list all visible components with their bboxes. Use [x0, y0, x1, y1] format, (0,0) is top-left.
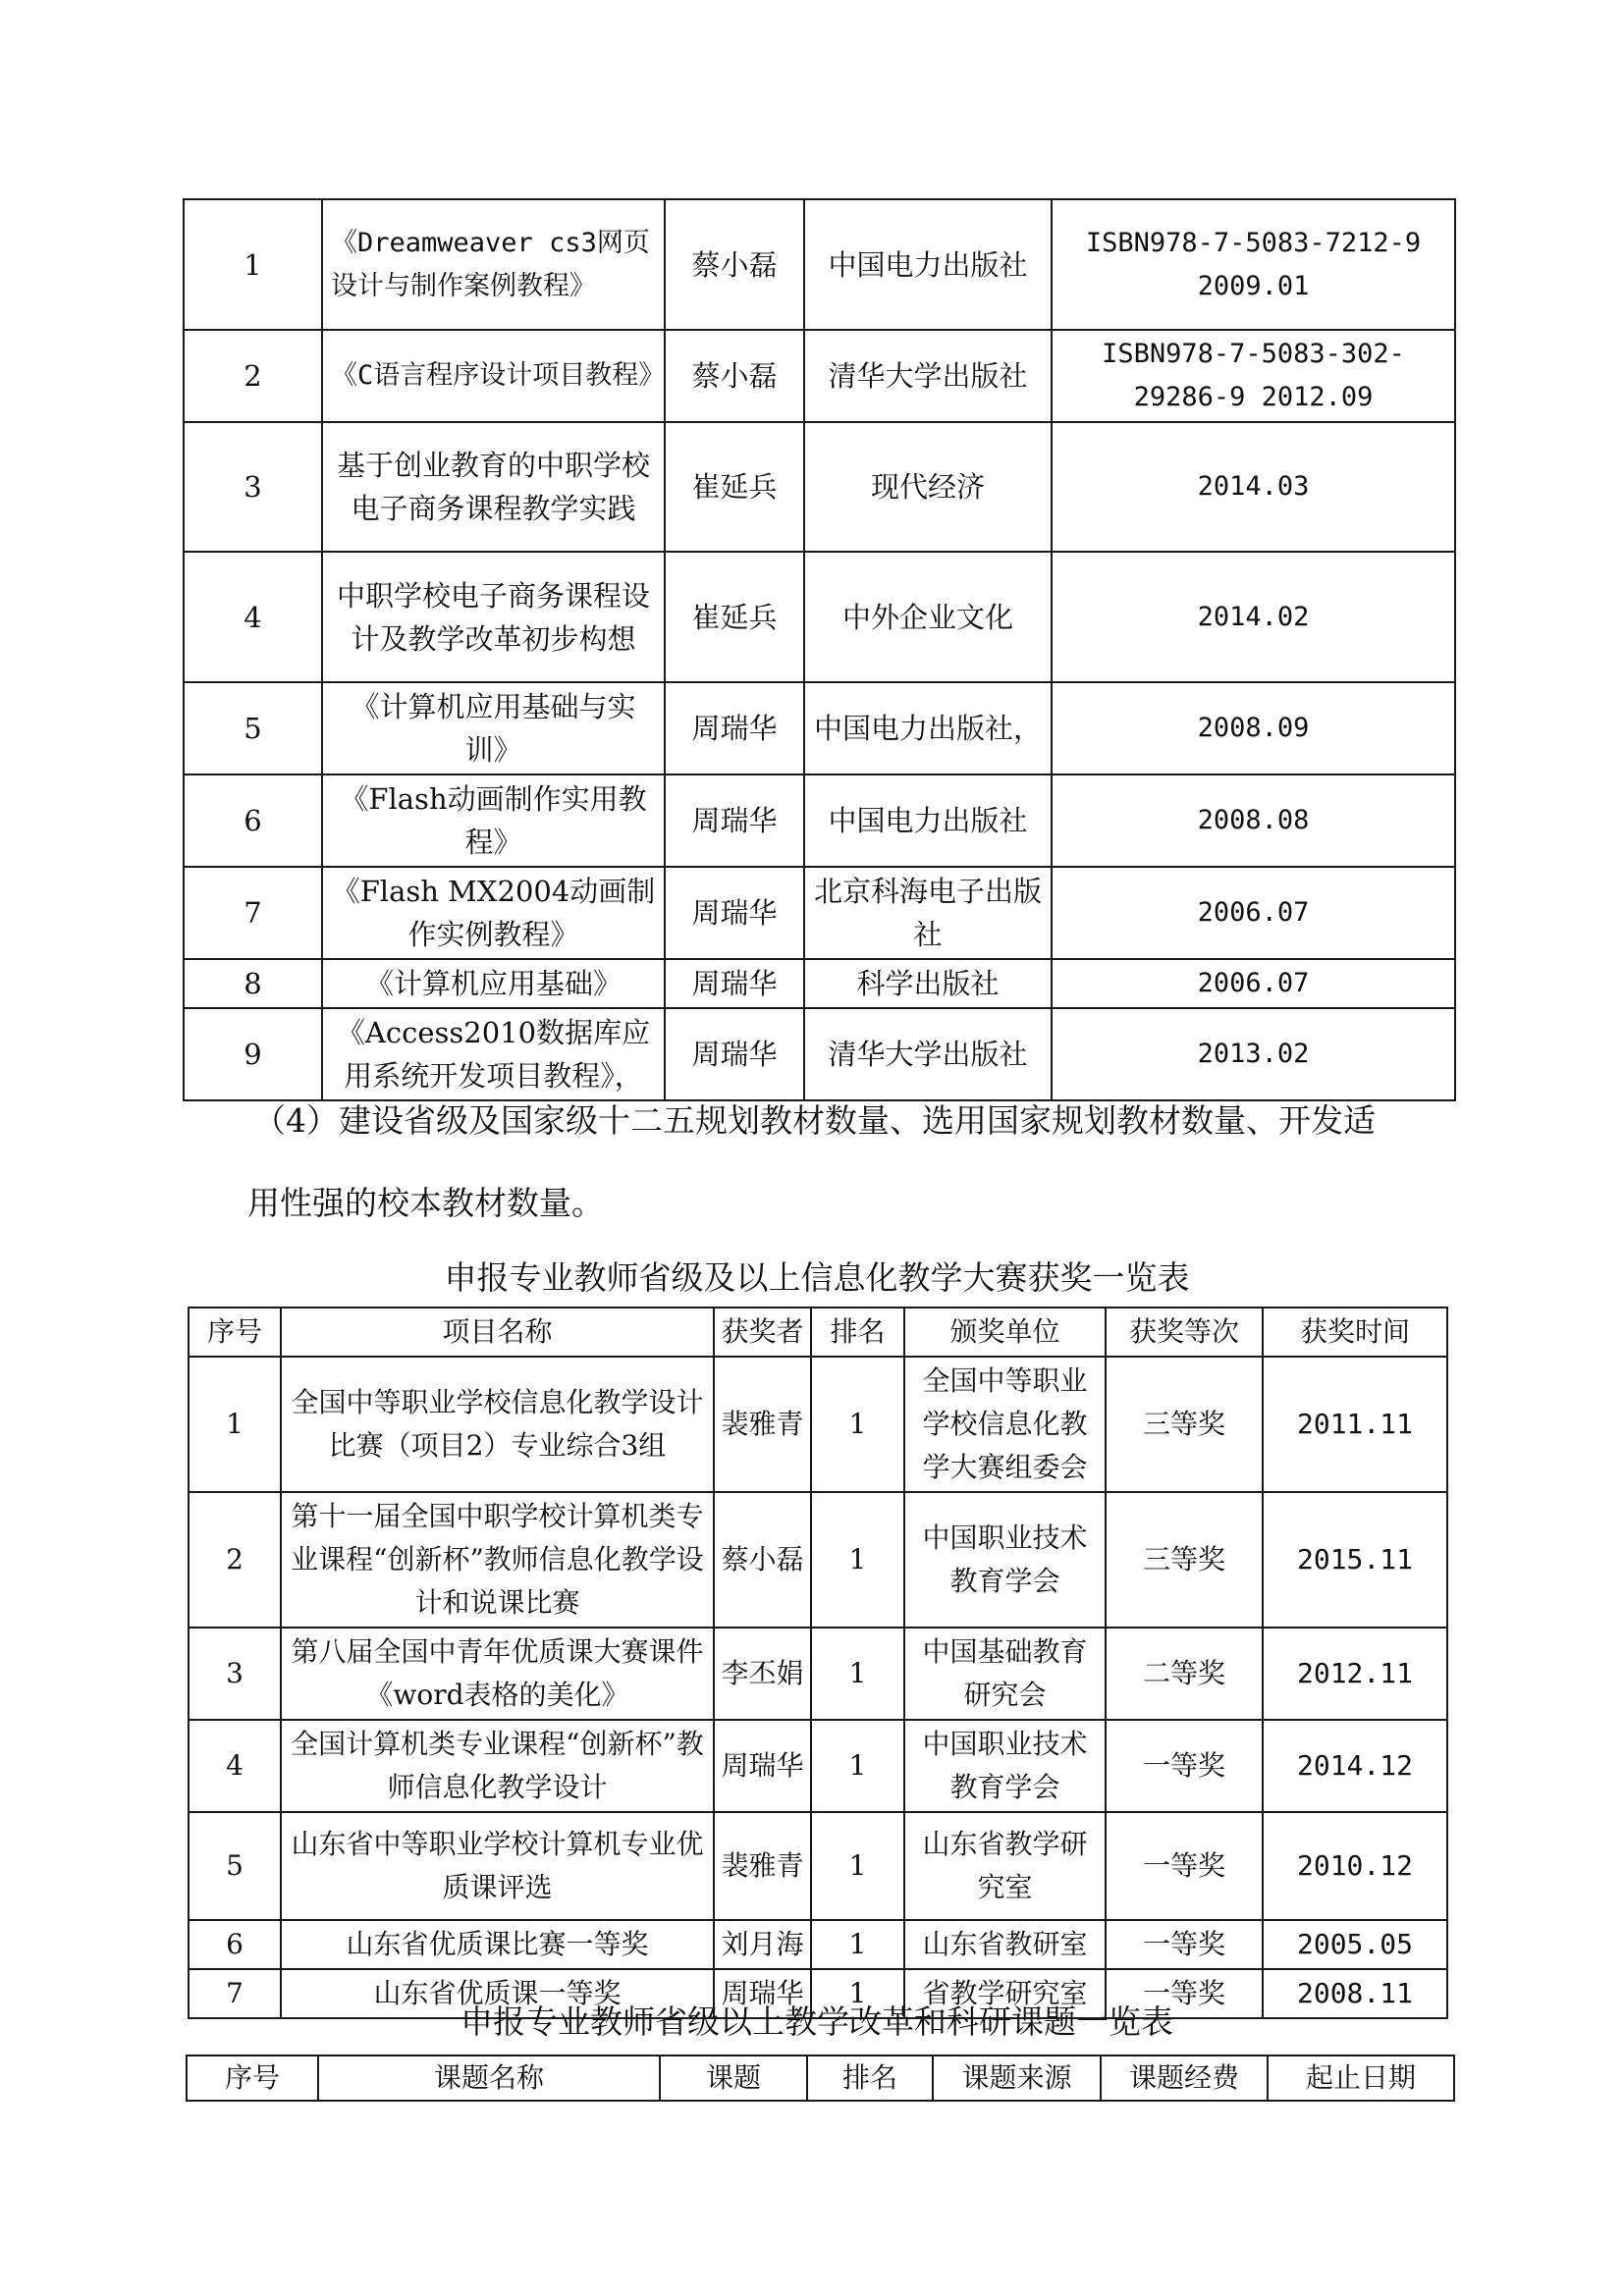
awards-table: [188, 1307, 1448, 2019]
header-issuer: 颁奖单位: [904, 1308, 1106, 1357]
award-rank: 1: [811, 1628, 904, 1720]
award-issuer: 中国基础教育研究会: [904, 1628, 1106, 1720]
header-time: 获奖时间: [1263, 1308, 1447, 1357]
book-info: 2006.07: [1052, 959, 1455, 1008]
table-row: [184, 422, 1455, 552]
award-time: 2010.12: [1263, 1812, 1447, 1920]
award-issuer: 中国职业技术教育学会: [904, 1492, 1106, 1628]
award-no: 5: [189, 1812, 281, 1920]
book-info: 2008.08: [1052, 774, 1455, 867]
award-level: 二等奖: [1106, 1628, 1263, 1720]
table-row: [184, 1008, 1455, 1100]
award-time: 2008.11: [1263, 1969, 1447, 2018]
book-info: 2006.07: [1052, 867, 1455, 959]
book-no: 6: [184, 774, 322, 867]
award-issuer: 山东省教研室: [904, 1920, 1106, 1969]
table-row: [184, 330, 1455, 422]
award-time: 2011.11: [1263, 1357, 1447, 1492]
book-info: 2014.03: [1052, 422, 1455, 552]
award-level: 三等奖: [1106, 1492, 1263, 1628]
research-table-caption: 申报专业教师省级以上教学改革和科研课题一览表: [460, 2002, 1173, 2041]
book-title: 中职学校电子商务课程设计及教学改革初步构想: [322, 552, 665, 682]
book-author: 周瑞华: [665, 682, 804, 774]
award-issuer: 省教学研究室: [904, 1969, 1106, 2018]
table-row: [184, 682, 1455, 774]
book-publisher: 中国电力出版社，: [804, 682, 1052, 774]
book-author: 蔡小磊: [665, 199, 804, 330]
research-table: [186, 2055, 1455, 2102]
book-info: 2008.09: [1052, 682, 1455, 774]
book-author: 崔延兵: [665, 552, 804, 682]
award-rank: 1: [811, 1812, 904, 1920]
award-project: 山东省优质课一等奖: [281, 1969, 714, 2018]
book-author: 崔延兵: [665, 422, 804, 552]
award-level: 一等奖: [1106, 1920, 1263, 1969]
award-winner: 周瑞华: [714, 1969, 811, 2018]
book-info: 2014.02: [1052, 552, 1455, 682]
award-no: 6: [189, 1920, 281, 1969]
books-table: [183, 198, 1456, 1101]
award-project: 第十一届全国中职学校计算机类专业课程“创新杯”教师信息化教学设计和说课比赛: [281, 1492, 714, 1628]
award-level: 一等奖: [1106, 1720, 1263, 1812]
book-no: 9: [184, 1008, 322, 1100]
book-no: 8: [184, 959, 322, 1008]
award-rank: 1: [811, 1969, 904, 2018]
table-row: [189, 1812, 1447, 1920]
book-no: 2: [184, 330, 322, 422]
book-author: 周瑞华: [665, 774, 804, 867]
award-winner: 周瑞华: [714, 1720, 811, 1812]
book-no: 4: [184, 552, 322, 682]
award-no: 7: [189, 1969, 281, 2018]
table-row: [184, 774, 1455, 867]
award-winner: 刘月海: [714, 1920, 811, 1969]
book-author: 周瑞华: [665, 867, 804, 959]
book-publisher: 北京科海电子出版社: [804, 867, 1052, 959]
book-title: 基于创业教育的中职学校电子商务课程教学实践: [322, 422, 665, 552]
awards-table-caption: 申报专业教师省级及以上信息化教学大赛获奖一览表: [444, 1258, 1190, 1297]
book-title: 《Dreamweaver cs3网页设计与制作案例教程》: [322, 199, 665, 330]
header-rank: 排名: [811, 1308, 904, 1357]
paragraph-line-2: 用性强的校本教材数量。: [247, 1184, 604, 1222]
book-title: 《Flash动画制作实用教程》: [322, 774, 665, 867]
book-publisher: 中国电力出版社: [804, 199, 1052, 330]
book-title: 《计算机应用基础》: [322, 959, 665, 1008]
table-row: [184, 199, 1455, 330]
header-no: 序号: [187, 2056, 318, 2101]
award-project: 山东省优质课比赛一等奖: [281, 1920, 714, 1969]
book-title: 《C语言程序设计项目教程》: [322, 330, 665, 422]
header-dates: 起止日期: [1268, 2056, 1454, 2101]
book-info: 2013.02: [1052, 1008, 1455, 1100]
header-level: 获奖等次: [1106, 1308, 1263, 1357]
book-publisher: 现代经济: [804, 422, 1052, 552]
award-no: 3: [189, 1628, 281, 1720]
book-publisher: 中外企业文化: [804, 552, 1052, 682]
award-time: 2014.12: [1263, 1720, 1447, 1812]
header-topic: 课题: [660, 2056, 807, 2101]
award-winner: 裴雅青: [714, 1812, 811, 1920]
paragraph-line-1: （4）建设省级及国家级十二五规划教材数量、选用国家规划教材数量、开发适: [253, 1101, 1376, 1140]
award-project: 全国计算机类专业课程“创新杯”教师信息化教学设计: [281, 1720, 714, 1812]
book-publisher: 清华大学出版社: [804, 330, 1052, 422]
award-no: 2: [189, 1492, 281, 1628]
header-topic-name: 课题名称: [318, 2056, 660, 2101]
award-project: 山东省中等职业学校计算机专业优质课评选: [281, 1812, 714, 1920]
award-time: 2015.11: [1263, 1492, 1447, 1628]
award-rank: 1: [811, 1357, 904, 1492]
book-no: 3: [184, 422, 322, 552]
book-publisher: 科学出版社: [804, 959, 1052, 1008]
award-no: 4: [189, 1720, 281, 1812]
book-no: 5: [184, 682, 322, 774]
award-level: 三等奖: [1106, 1357, 1263, 1492]
header-winner: 获奖者: [714, 1308, 811, 1357]
award-time: 2005.05: [1263, 1920, 1447, 1969]
award-time: 2012.11: [1263, 1628, 1447, 1720]
award-level: 一等奖: [1106, 1969, 1263, 2018]
award-winner: 李丕娟: [714, 1628, 811, 1720]
table-row: [189, 1720, 1447, 1812]
award-project: 全国中等职业学校信息化教学设计比赛（项目2）专业综合3组: [281, 1357, 714, 1492]
book-author: 蔡小磊: [665, 330, 804, 422]
table-row: [184, 959, 1455, 1008]
award-no: 1: [189, 1357, 281, 1492]
header-source: 课题来源: [933, 2056, 1101, 2101]
book-no: 7: [184, 867, 322, 959]
table-row: [189, 1357, 1447, 1492]
table-row: [184, 552, 1455, 682]
book-publisher: 中国电力出版社: [804, 774, 1052, 867]
header-rank: 排名: [807, 2056, 933, 2101]
book-publisher: 清华大学出版社: [804, 1008, 1052, 1100]
book-title: 《Flash MX2004动画制作实例教程》: [322, 867, 665, 959]
table-row: [184, 867, 1455, 959]
header-no: 序号: [189, 1308, 281, 1357]
header-funding: 课题经费: [1101, 2056, 1268, 2101]
table-row: [189, 1920, 1447, 1969]
award-winner: 蔡小磊: [714, 1492, 811, 1628]
table-header-row: [187, 2056, 1454, 2101]
book-info: ISBN978-7-5083-7212-9 2009.01: [1052, 199, 1455, 330]
award-rank: 1: [811, 1920, 904, 1969]
book-author: 周瑞华: [665, 1008, 804, 1100]
book-no: 1: [184, 199, 322, 330]
table-row: [189, 1628, 1447, 1720]
award-issuer: 全国中等职业学校信息化教学大赛组委会: [904, 1357, 1106, 1492]
award-project: 第八届全国中青年优质课大赛课件《word表格的美化》: [281, 1628, 714, 1720]
award-issuer: 山东省教学研究室: [904, 1812, 1106, 1920]
header-project: 项目名称: [281, 1308, 714, 1357]
book-title: 《Access2010数据库应用系统开发项目教程》，: [322, 1008, 665, 1100]
award-issuer: 中国职业技术教育学会: [904, 1720, 1106, 1812]
award-rank: 1: [811, 1492, 904, 1628]
table-row: [189, 1492, 1447, 1628]
award-level: 一等奖: [1106, 1812, 1263, 1920]
table-header-row: [189, 1308, 1447, 1357]
book-author: 周瑞华: [665, 959, 804, 1008]
book-info: ISBN978-7-5083-302-29286-9 2012.09: [1052, 330, 1455, 422]
award-winner: 裴雅青: [714, 1357, 811, 1492]
book-title: 《计算机应用基础与实训》: [322, 682, 665, 774]
award-rank: 1: [811, 1720, 904, 1812]
